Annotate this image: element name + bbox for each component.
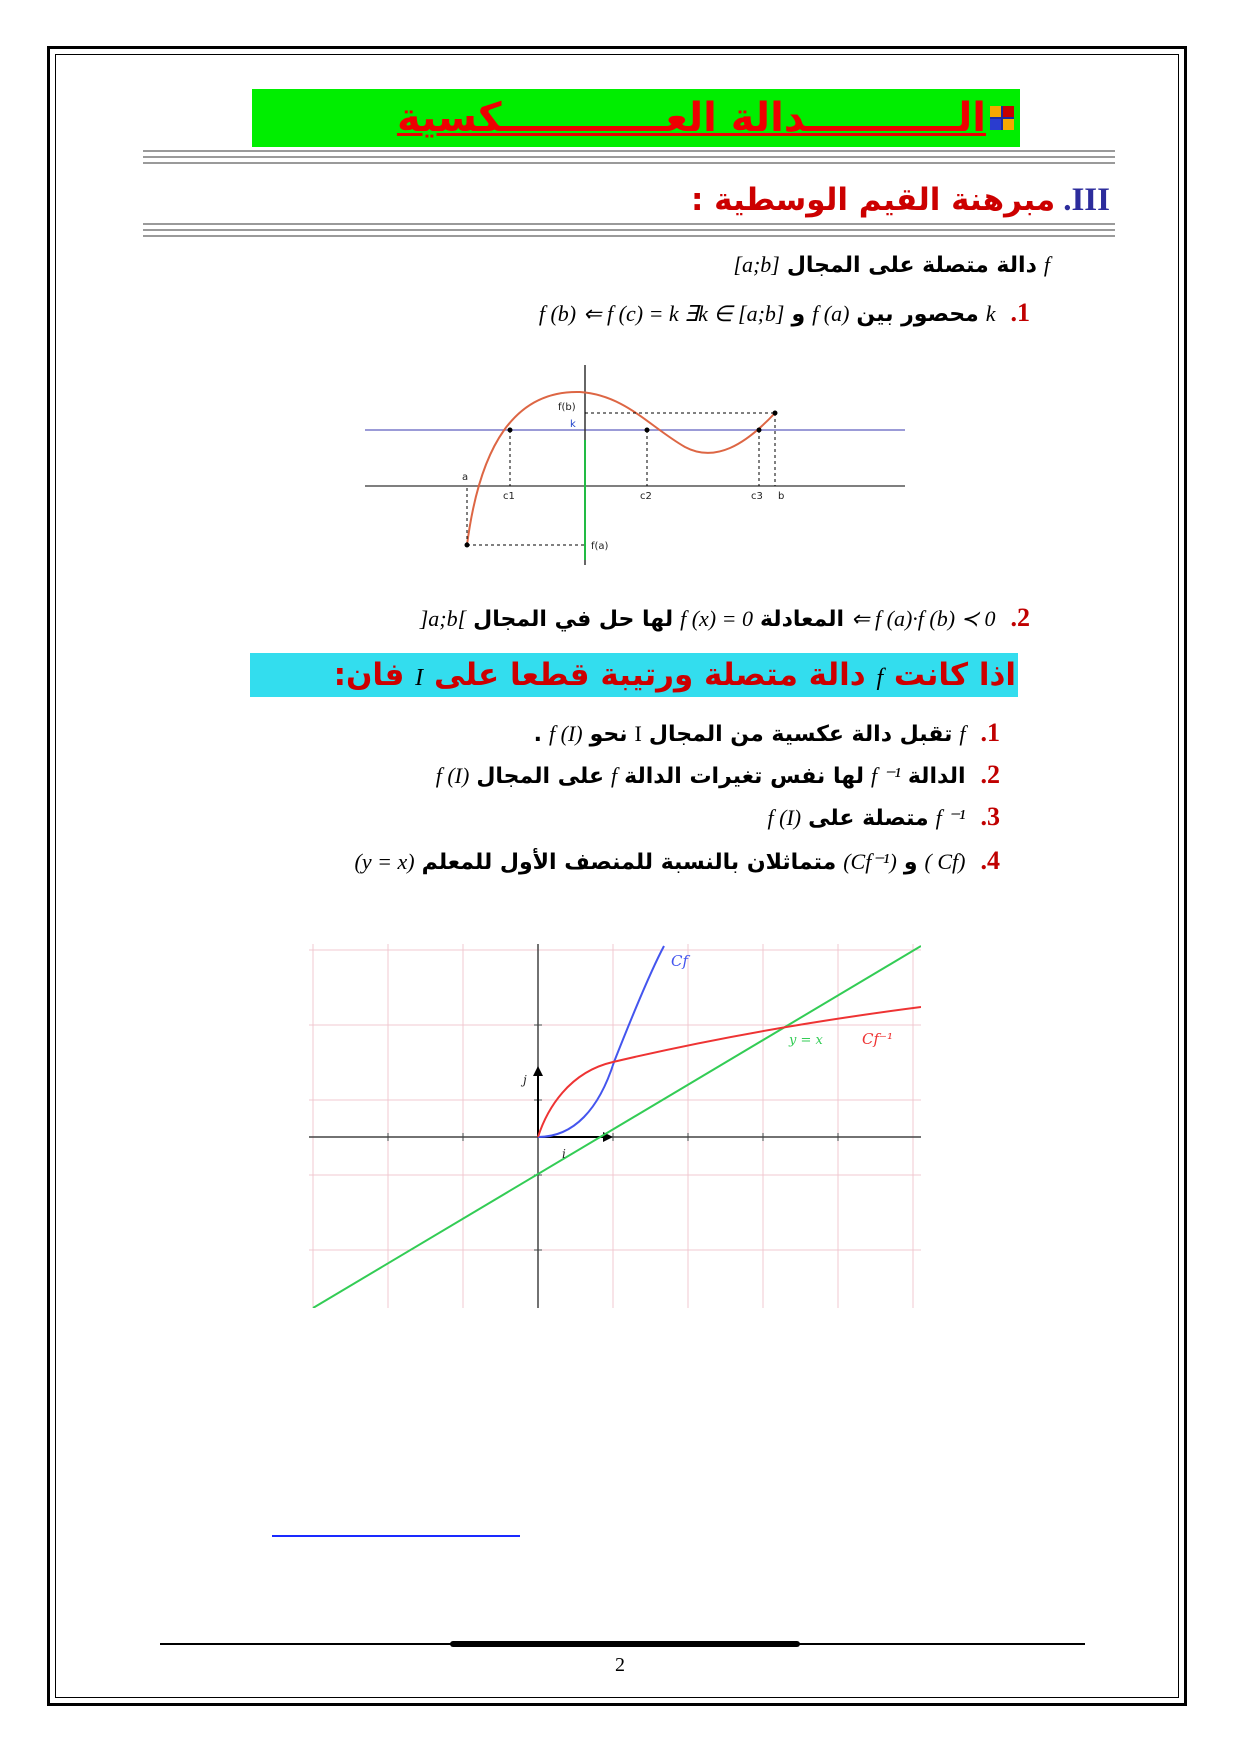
section-title: مبرهنة القيم الوسطية : — [690, 182, 1056, 218]
label-a: a — [462, 472, 469, 483]
point — [465, 543, 470, 548]
vector-j-arrow — [533, 1066, 543, 1076]
divider — [143, 162, 1115, 164]
label-b: b — [778, 491, 785, 502]
inverse-item-4: 4. (Cf ) و (Cf⁻¹) متماثلان بالنسبة للمنصف الأول للمعلم (y = x) — [354, 846, 1000, 875]
point — [645, 428, 650, 433]
point — [773, 411, 778, 416]
ivt-figure — [365, 365, 905, 565]
page-number: 2 — [615, 1654, 625, 1676]
label-c2: c2 — [640, 491, 652, 502]
inverse-item-2: 2. الدالة f ⁻¹ لها نفس تغيرات الدالة f على المجال f (I) — [435, 760, 1000, 789]
label-c3: c3 — [751, 491, 763, 502]
inverse-item-1: 1. f تقبل دالة عكسية من المجال I نحو f (I) . — [533, 718, 1000, 747]
divider — [143, 150, 1115, 152]
curve-cf-inverse — [538, 1007, 921, 1137]
inverse-graph — [309, 944, 921, 1308]
theorem-item-1: 1. k محصور بين f (a) و f (b) ⇐ f (c) = k ∃k ∈ [a;b] — [538, 298, 1030, 327]
label-c1: c1 — [503, 491, 515, 502]
theorem-item-2: 2. f (a)·f (b) ≺ 0 ⇐ المعادلة f (x) = 0 لها حل في المجال ]a;b[ — [419, 603, 1030, 632]
page-title: الـــــــــــدالة العــــــــــــكسية — [396, 95, 986, 141]
label-cf-inverse: Cf⁻¹ — [862, 1030, 893, 1048]
inverse-item-3: 3. f ⁻¹ متصلة على f (I) — [767, 802, 1000, 831]
divider — [143, 229, 1115, 231]
point — [508, 428, 513, 433]
section-number: III. — [1063, 182, 1110, 218]
title-banner — [252, 89, 1020, 147]
label-k: k — [570, 419, 576, 430]
curve — [467, 392, 775, 545]
divider — [143, 235, 1115, 237]
divider — [143, 156, 1115, 158]
label-fa: f(a) — [591, 541, 609, 552]
intro-line: f دالة متصلة على المجال [a;b] — [733, 252, 1050, 278]
bullet-icon — [990, 106, 1014, 130]
underline-link — [272, 1535, 520, 1537]
label-j: j — [523, 1073, 527, 1087]
label-cf: Cf — [671, 952, 689, 970]
divider — [143, 223, 1115, 225]
footer-rule-bold — [450, 1641, 800, 1647]
label-y-equals-x: y = x — [789, 1033, 823, 1048]
label-i: i — [562, 1147, 566, 1161]
line-y-equals-x — [313, 946, 921, 1308]
label-fb: f(b) — [558, 402, 576, 413]
section-heading — [691, 182, 1110, 219]
inverse-banner: اذا كانت f دالة متصلة ورتيبة قطعا على I فان: — [250, 653, 1018, 697]
point — [757, 428, 762, 433]
curve-cf — [538, 946, 664, 1137]
